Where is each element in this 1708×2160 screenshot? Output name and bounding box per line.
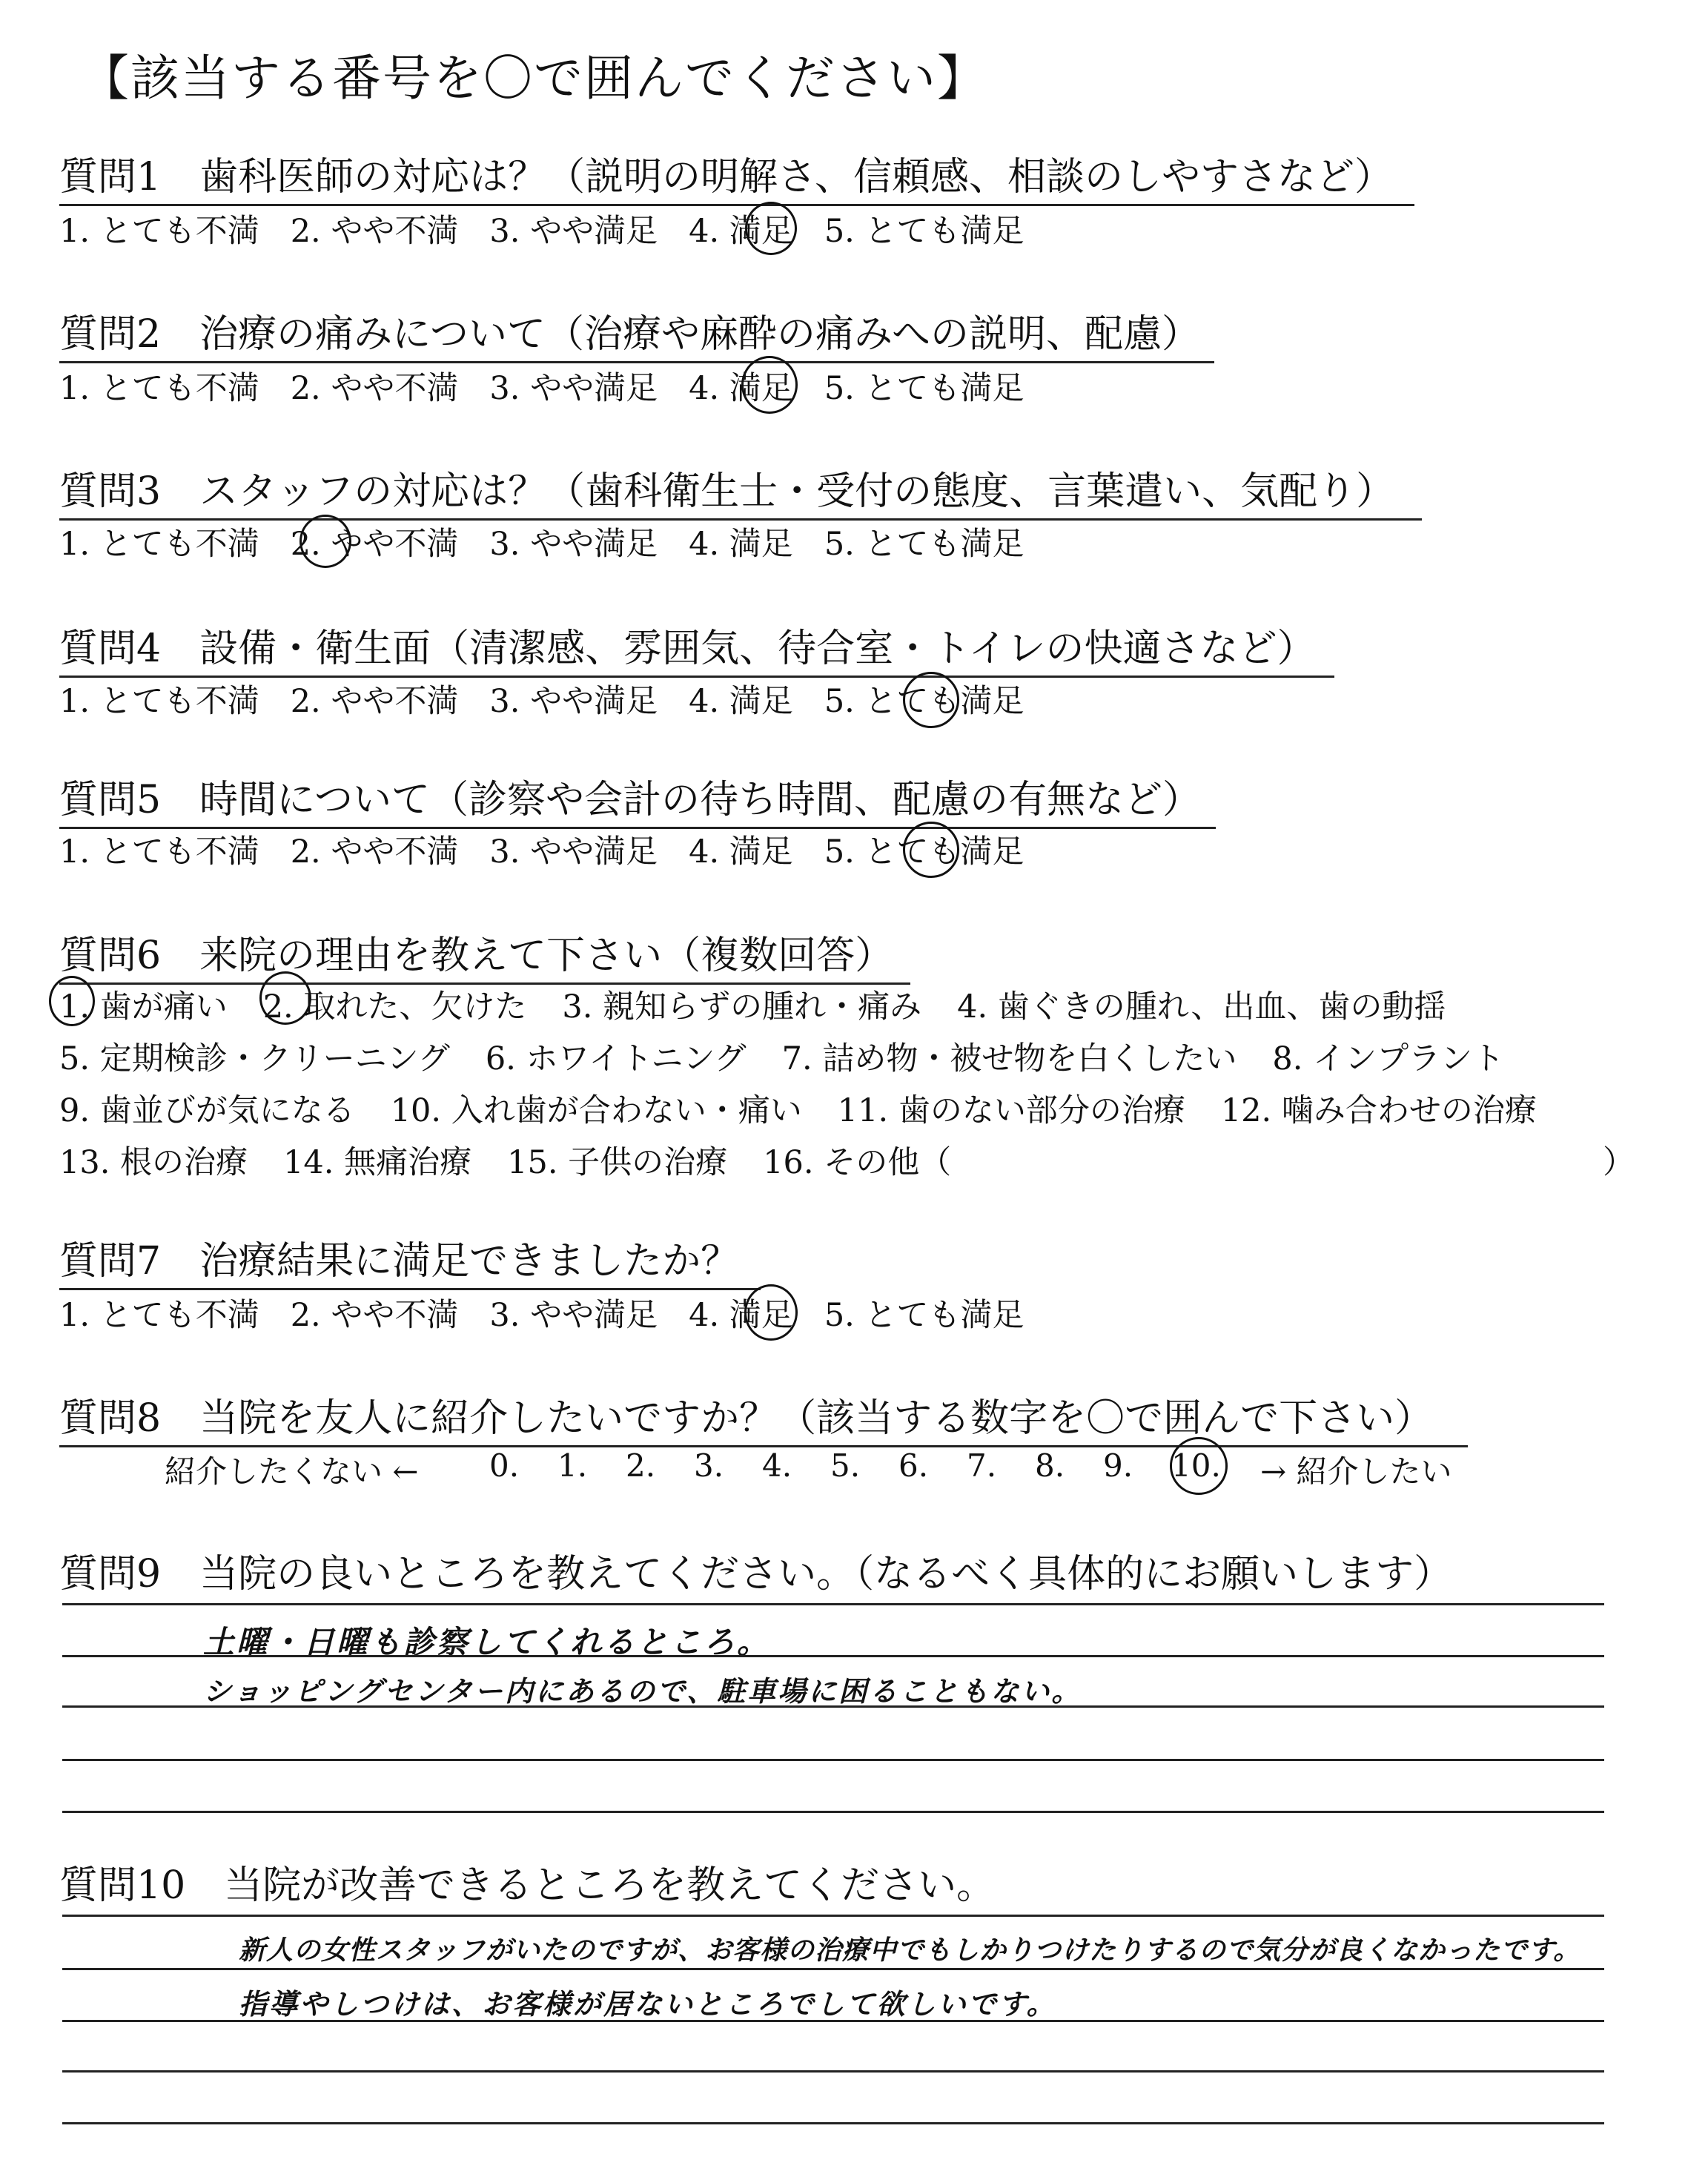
q3-options — [59, 519, 1025, 564]
q7-option-2[interactable]: 2. やや不満 — [290, 1297, 459, 1334]
q4-option-1[interactable]: 1. とても不満 — [59, 683, 259, 720]
q7-options — [59, 1290, 1025, 1335]
q6-option-5[interactable]: 5. 定期検診・クリーニング — [59, 1040, 450, 1077]
q2-option-3[interactable]: 3. やや満足 — [489, 370, 658, 407]
q8-title: 質問8 当院を友人に紹介したいですか？（該当する数字を〇で囲んで下さい） — [59, 1387, 1468, 1447]
q6-option-16[interactable]: 16. その他（ — [763, 1144, 952, 1181]
q8-right-label: → 紹介したい — [1260, 1453, 1452, 1490]
q10-answer-line-1 — [62, 1915, 1604, 1917]
q6-option-9[interactable]: 9. 歯並びが気になる — [59, 1092, 355, 1129]
q2-option-4[interactable]: 4. 満足 — [689, 370, 793, 407]
q8-number-9[interactable]: 9. — [1103, 1447, 1133, 1484]
q8-number-3[interactable]: 3. — [694, 1447, 724, 1484]
q9-answer-line-3 — [62, 1705, 1604, 1708]
q5-selected-circle — [903, 822, 959, 878]
q9-answer-line-1 — [62, 1603, 1604, 1605]
q8-number-7[interactable]: 7. — [967, 1447, 997, 1484]
q6-option-15[interactable]: 15. 子供の治療 — [507, 1144, 728, 1181]
q4-option-4[interactable]: 4. 満足 — [689, 683, 793, 720]
q6-option-7[interactable]: 7. 詰め物・被せ物を白くしたい — [781, 1040, 1237, 1077]
q4-option-5[interactable]: 5. とても満足 — [824, 683, 1025, 720]
q4-option-3[interactable]: 3. やや満足 — [489, 683, 658, 720]
q5-option-1[interactable]: 1. とても不満 — [59, 833, 259, 871]
q6-selected-circle-2 — [259, 971, 311, 1025]
q10-answer-2: 指導やしつけは、お客様が居ないところでして欲しいです。 — [239, 1988, 1057, 2021]
q2-option-5[interactable]: 5. とても満足 — [824, 370, 1025, 407]
q10-title: 質問10 当院が改善できるところを教えてください。 — [59, 1863, 996, 1908]
page-header: 【該当する番号を〇で囲んでください】 — [80, 50, 987, 107]
q8-number-1[interactable]: 1. — [557, 1447, 588, 1484]
q2-option-2[interactable]: 2. やや不満 — [290, 370, 459, 407]
q6-option-4[interactable]: 4. 歯ぐきの腫れ、出血、歯の動揺 — [957, 988, 1446, 1025]
q6-other-close: ） — [1603, 1144, 1635, 1181]
q7-selected-circle — [744, 1284, 798, 1341]
q6-title: 質問6 来院の理由を教えて下さい（複数回答） — [59, 924, 910, 985]
q2-title: 質問2 治療の痛みについて（治療や麻酔の痛みへの説明、配慮） — [59, 303, 1214, 363]
q8-number-4[interactable]: 4. — [762, 1447, 792, 1484]
q1-selected-circle — [745, 202, 797, 255]
q8-scale — [489, 1447, 1239, 1484]
q7-option-5[interactable]: 5. とても満足 — [824, 1297, 1025, 1334]
q2-selected-circle — [741, 356, 798, 414]
q8-selected-circle — [1170, 1437, 1228, 1495]
q1-option-5[interactable]: 5. とても満足 — [824, 213, 1025, 250]
q3-option-5[interactable]: 5. とても満足 — [824, 526, 1025, 563]
q6-option-8[interactable]: 8. インプラント — [1272, 1040, 1505, 1077]
q8-number-2[interactable]: 2. — [626, 1447, 656, 1484]
q9-answer-2: ショッピングセンター内にあるので、駐車場に困ることもない。 — [203, 1675, 1082, 1708]
q3-selected-circle — [299, 515, 351, 568]
q6-selected-circle-1 — [49, 976, 95, 1026]
q1-option-2[interactable]: 2. やや不満 — [290, 213, 459, 250]
q1-option-4[interactable]: 4. 満足 — [689, 213, 793, 250]
q6-option-13[interactable]: 13. 根の治療 — [59, 1144, 248, 1181]
q10-answer-line-2 — [62, 1968, 1604, 1970]
q5-title: 質問5 時間について（診察や会計の待ち時間、配慮の有無など） — [59, 768, 1216, 829]
q9-answer-line-5 — [62, 1811, 1604, 1813]
q6-option-10[interactable]: 10. 入れ歯が合わない・痛い — [390, 1092, 802, 1129]
q10-answer-line-4 — [62, 2070, 1604, 2073]
q9-answer-1: 土曜・日曜も診察してくれるところ。 — [203, 1624, 771, 1660]
q1-option-3[interactable]: 3. やや満足 — [489, 213, 658, 250]
q8-number-6[interactable]: 6. — [898, 1447, 929, 1484]
q5-option-5[interactable]: 5. とても満足 — [824, 833, 1025, 871]
q1-option-1[interactable]: 1. とても不満 — [59, 213, 259, 250]
q6-option-2[interactable]: 2. 取れた、欠けた — [262, 988, 527, 1025]
q7-option-4[interactable]: 4. 満足 — [689, 1297, 793, 1334]
q9-answer-line-4 — [62, 1759, 1604, 1761]
q8-left-label: 紹介したくない ← — [165, 1453, 419, 1490]
q10-answer-line-5 — [62, 2122, 1604, 2124]
q4-selected-circle — [903, 672, 959, 728]
q8-number-8[interactable]: 8. — [1035, 1447, 1065, 1484]
q10-answer-line-3 — [62, 2020, 1604, 2022]
q6-row-4 — [59, 1137, 987, 1183]
q7-option-3[interactable]: 3. やや満足 — [489, 1297, 658, 1334]
q7-title: 質問7 治療結果に満足できましたか？ — [59, 1229, 761, 1290]
q6-option-6[interactable]: 6. ホワイトニング — [485, 1040, 747, 1077]
q10-answer-1: 新人の女性スタッフがいたのですが、お客様の治療中でもしかりつけたりするので気分が良くなかったです。 — [239, 1935, 1581, 1966]
q3-option-1[interactable]: 1. とても不満 — [59, 526, 259, 563]
q6-row-2 — [59, 1034, 1540, 1079]
q6-option-1[interactable]: 1. 歯が痛い — [59, 988, 228, 1025]
q2-option-1[interactable]: 1. とても不満 — [59, 370, 259, 407]
q5-option-3[interactable]: 3. やや満足 — [489, 833, 658, 871]
q3-option-2[interactable]: 2. やや不満 — [290, 526, 459, 563]
q1-options — [59, 206, 1025, 251]
q6-option-11[interactable]: 11. 歯のない部分の治療 — [837, 1092, 1185, 1129]
q6-option-12[interactable]: 12. 噛み合わせの治療 — [1220, 1092, 1537, 1129]
q4-option-2[interactable]: 2. やや不満 — [290, 683, 459, 720]
q3-option-4[interactable]: 4. 満足 — [689, 526, 793, 563]
q2-options — [59, 363, 1025, 409]
q6-option-14[interactable]: 14. 無痛治療 — [283, 1144, 472, 1181]
q1-title: 質問1 歯科医師の対応は？（説明の明解さ、信頼感、相談のしやすさなど） — [59, 145, 1414, 206]
q3-option-3[interactable]: 3. やや満足 — [489, 526, 658, 563]
q3-title: 質問3 スタッフの対応は？（歯科衛生士・受付の態度、言葉遣い、気配り） — [59, 460, 1422, 521]
q8-number-0[interactable]: 0. — [489, 1447, 520, 1484]
q5-option-4[interactable]: 4. 満足 — [689, 833, 793, 871]
q6-row-3 — [59, 1086, 1572, 1131]
q4-options — [59, 676, 1025, 721]
q8-number-10[interactable]: 10. — [1171, 1447, 1221, 1484]
q5-options — [59, 827, 1025, 872]
q7-option-1[interactable]: 1. とても不満 — [59, 1297, 259, 1334]
q5-option-2[interactable]: 2. やや不満 — [290, 833, 459, 871]
q6-option-3[interactable]: 3. 親知らずの腫れ・痛み — [562, 988, 922, 1025]
q8-number-5[interactable]: 5. — [830, 1447, 861, 1484]
q9-title: 質問9 当院の良いところを教えてください。（なるべく具体的にお願いします） — [59, 1552, 1453, 1596]
q4-title: 質問4 設備・衛生面（清潔感、雰囲気、待合室・トイレの快適さなど） — [59, 617, 1334, 678]
q9-answer-line-2 — [62, 1655, 1604, 1657]
